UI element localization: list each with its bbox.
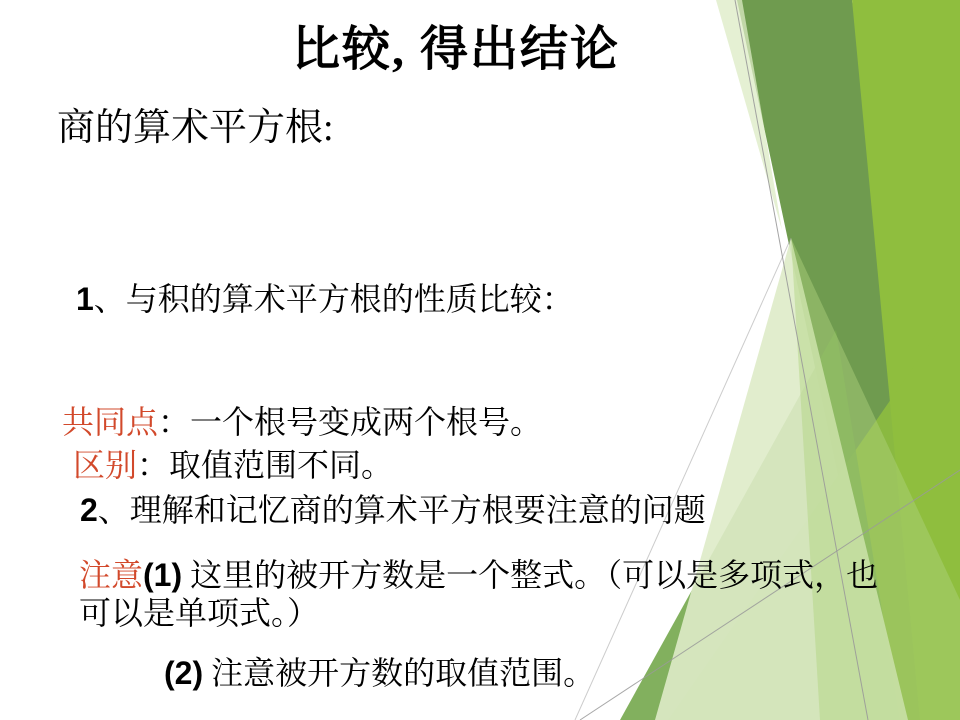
difference-label: 区别 [73, 447, 138, 483]
point-1-text: 、与积的算术平方根的性质比较： [93, 281, 574, 317]
note-2-text: 注意被开方数的取值范围。 [203, 655, 596, 691]
note-line-2: 可以是单项式。） [79, 595, 320, 631]
note-line-1 [79, 556, 878, 594]
note-label: 注意 [79, 557, 144, 593]
common-point-text: ：一个根号变成两个根号。 [158, 404, 543, 440]
quotient-sqrt-heading: 商的算术平方根: [57, 107, 334, 149]
slide-title: 比较, 得出结论 [291, 23, 620, 76]
note-1-number: (1) [143, 557, 183, 593]
note-2-number: (2) [164, 655, 204, 691]
note-block [79, 556, 878, 632]
point-2-number: 2 [80, 492, 98, 528]
note-2-line [164, 654, 595, 692]
comparison-point-1 [76, 280, 574, 318]
note-1-text: 这里的被开方数是一个整式。（可以是多项式，也 [182, 557, 879, 593]
common-point-line [62, 403, 542, 441]
difference-text: ：取值范围不同。 [137, 447, 394, 483]
comparison-point-2 [80, 491, 706, 529]
common-point-label: 共同点 [62, 404, 159, 440]
point-1-number: 1 [76, 281, 94, 317]
difference-line [73, 446, 393, 484]
point-2-text: 、理解和记忆商的算术平方根要注意的问题 [97, 492, 706, 528]
